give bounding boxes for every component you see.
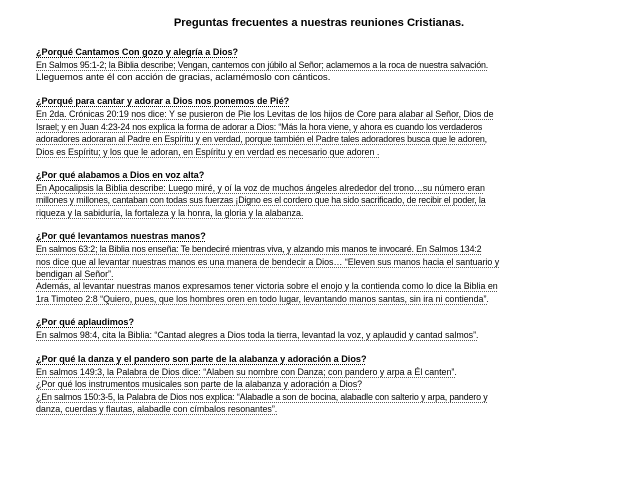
faq-answer-line: Además, al levantar nuestras manos expresamos tener victoria sobre el enojo y la contienda como lo dice la Biblia en xyxy=(36,281,498,292)
faq-question: ¿Por qué alabamos a Dios en voz alta? xyxy=(36,170,205,181)
faq-section-levantar-manos xyxy=(36,230,634,305)
faq-section-de-pie xyxy=(36,95,634,158)
faq-answer-line: danza, cuerdas y flautas, alabadle con címbalos resonantes”. xyxy=(36,403,278,414)
faq-question: ¿Por qué levantamos nuestras manos? xyxy=(36,231,206,242)
faq-question: ¿Por qué aplaudimos? xyxy=(36,317,135,328)
faq-answer-line: nos dice que al levantar nuestras manos es una manera de bendecir a Dios… “Eleven sus manos hacia el santuario y xyxy=(36,256,500,267)
faq-question: ¿Porqué para cantar y adorar a Dios nos ponemos de Pié? xyxy=(36,96,290,107)
document-body xyxy=(36,46,634,426)
faq-answer-line: En salmos 149:3, la Palabra de Dios dice: “Alaben su nombre con Danza; con pandero y arpa a Él canten”. xyxy=(36,366,457,377)
faq-question: ¿Porqué Cantamos Con gozo y alegría a Dios? xyxy=(36,47,239,57)
faq-answer-line: riqueza y la sabiduría, la fortaleza y la honra, la gloria y la alabanza. xyxy=(36,207,304,218)
faq-section-danza-pandero xyxy=(36,353,634,416)
faq-answer-line: En Apocalipsis la Biblia describe: Luego miré, y oí la voz de muchos ángeles alrededor del trono…su número eran xyxy=(36,183,485,194)
faq-answer-line: En 2da. Crónicas 20:19 nos dice: Y se pusieron de Pie los Levitas de los hijos de Core para alabar al Señor, Dios de xyxy=(36,109,494,120)
faq-answer-line: millones y millones, cantaban con todas sus fuerzas ¡Digno es el cordero que ha sido sacrificado, de recibir el poder, la xyxy=(36,195,486,206)
faq-answer-line: En salmos 63:2; la Biblia nos enseña: Te bendeciré mientras viva, y alzando mis manos te invocaré. En Salmos 134:2 xyxy=(36,244,482,255)
faq-answer-line: Dios es Espíritu; y los que le adoran, en Espíritu y en verdad es necesario que adoren . xyxy=(36,146,380,157)
faq-section-voz-alta xyxy=(36,169,634,219)
faq-answer-line: ¿Por qué los instrumentos musicales son parte de la alabanza y adoración a Dios? xyxy=(36,379,363,390)
faq-answer-line: 1ra Timoteo 2:8 “Quiero, pues, que los hombres oren en todo lugar, levantando manos santas, sin ira ni contienda”. xyxy=(36,293,489,304)
faq-answer-line: bendigan al Señor”. xyxy=(36,269,114,280)
faq-answer-line: En salmos 98:4, cita la Biblia: “Cantad alegres a Dios toda la tierra, levantad la voz, y aplaudid y cantad salmos”. xyxy=(36,330,479,341)
faq-answer-line: En Salmos 95:1-2; la Biblia describe; Vengan, cantemos con júbilo al Señor; aclamemos a la roca de nuestra salvación. xyxy=(36,60,489,70)
faq-section-aplaudir xyxy=(36,316,634,341)
faq-answer-line: Lleguemos ante él con acción de gracias, aclamémoslo con cánticos. xyxy=(36,72,331,84)
faq-answer-line: ¿En salmos 150:3-5, la Palabra de Dios nos explica: “Alabadle a son de bocina, alabadle con salterio y arpa, pandero y xyxy=(36,391,488,402)
faq-question: ¿Por qué la danza y el pandero son parte de la alabanza y adoración a Dios? xyxy=(36,353,367,364)
document-title: Preguntas frecuentes a nuestras reuniones Cristianas. xyxy=(173,17,465,29)
faq-answer-line: adoradores adoraran al Padre en Espíritu y en verdad, porque también el Padre tales adoradores busca que le adoren, xyxy=(36,134,487,145)
faq-answer-line: Israel; y en Juan 4:23-24 nos explica la forma de adorar a Dios: “Más la hora viene, y ahora es cuando los verdaderos xyxy=(36,121,483,132)
faq-section-cantar-con-gozo xyxy=(36,46,634,84)
